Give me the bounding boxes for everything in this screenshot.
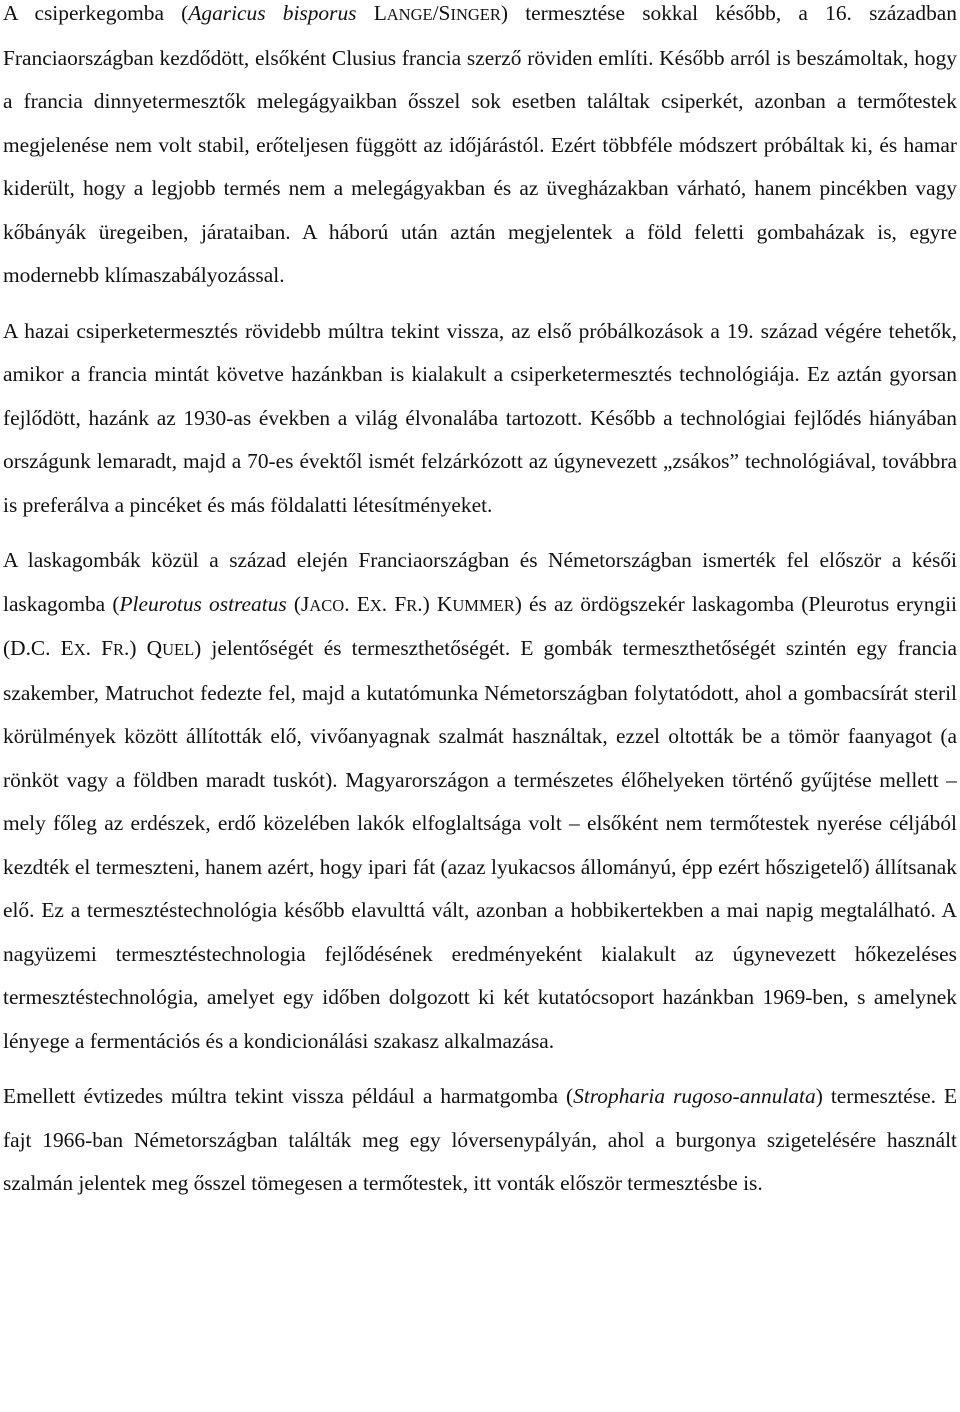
text-run: Emellett évtizedes múltra tekint vissza például a harmatgomba ( xyxy=(3,1084,574,1108)
author-abbrev: R xyxy=(406,595,418,615)
author-abbrev: L xyxy=(373,1,387,25)
text-run: A laskagombák közül a század elején Franciaországban és Németországban ismerték fel először a késői laskagomba ( xyxy=(3,548,957,616)
author-abbrev: E xyxy=(356,591,370,616)
author-abbrev: X xyxy=(73,640,86,659)
author-abbrev: F xyxy=(394,591,407,616)
text-run: / xyxy=(432,1,439,25)
species-name: Stropharia rugoso-annulata xyxy=(573,1084,816,1108)
text-run: ) termesztése. E fajt 1966-ban Németországban találták meg egy lóversenypályán, ahol a burgonya szigetelésére használt szalmán jelentek meg ősszel tömegesen a termőtestek, itt vonták először termesztésbe is. xyxy=(3,1084,958,1195)
text-run: .) xyxy=(417,591,437,616)
text-run: ) termesztése sokkal később, a 16. században Franciaországban kezdődött, elsőként Clusius francia szerző röviden említi. Később arról is beszámoltak, hogy a francia dinnyetermesztők melegágyaikban ősszel sok esetben találtak csiperkét, azonban a termőtestek megjelenése nem volt stabil, erőteljesen függött az időjárástól. Ezért többféle módszert próbáltak ki, és hamar kiderült, hogy a legjobb termés nem a melegágyakban és az üvegházakban várható, hanem pincékben vagy kőbányák üregeiben, járataiban. A háború után aztán megjelentek a föld feletti gombaházak is, egyre modernebb klímaszabályozással. xyxy=(3,1,957,287)
text-run: . xyxy=(344,591,357,616)
text-run: . xyxy=(85,636,102,660)
text-run: ) és az ördögszekér laskagomba (Pleurotus eryngii (D.C. xyxy=(3,591,957,660)
author-abbrev: ANGE xyxy=(386,5,433,24)
author-abbrev: Q xyxy=(146,636,163,660)
author-abbrev: ACO xyxy=(309,595,345,615)
author-abbrev: UMMER xyxy=(452,595,515,615)
species-name: Agaricus bisporus xyxy=(188,1,357,25)
text-run: A csiperkegomba ( xyxy=(3,1,189,25)
author-abbrev: UEL xyxy=(162,640,195,659)
text-run xyxy=(356,1,373,25)
author-abbrev: E xyxy=(60,636,74,660)
paragraph-laskagomba xyxy=(3,539,957,1063)
author-abbrev: S xyxy=(438,1,451,25)
author-abbrev: K xyxy=(436,591,453,616)
species-name: Pleurotus ostreatus xyxy=(119,591,287,616)
paragraph-agaricus xyxy=(3,0,957,298)
author-abbrev: INGER xyxy=(450,5,501,24)
text-run: A hazai csiperketermesztés rövidebb múltra tekint vissza, az első próbálkozások a 19. század végére tehetők, amikor a francia mintát követve hazánkban is kialakult a csiperketermesztés technológiája. Ez aztán gyorsan fejlődött, hazánk az 1930-as években a világ élvonalába tartozott. Később a technológiai fejlődés hiányában országunk lemaradt, majd a 70-es évektől ismét felzárkózott az úgynevezett „zsákos” technológiával, továbbra is preferálva a pincéket és más földalatti létesítményeket. xyxy=(3,318,957,517)
text-run: ( xyxy=(286,591,302,616)
author-abbrev: X xyxy=(369,595,382,615)
text-run: ) jelentőségét és termeszthetőségét. E gombák termeszthetőségét szintén egy francia szakember, Matruchot fedezte fel, majd a kutatómunka Németországban folytatódott, ahol a gombacsírát steril körülmények között állították elő, vivőanyagnak szalmát használtak, ezzel oltották be a tömör faanyagot (a rönköt vagy a földben maradt tuskót). Magyarországon a természetes élőhelyeken történő gyűjtése mellett – mely főleg az erdészek, erdő közelében lakók elfoglaltsága volt – elsőként nem termőtestek nyerése céljából kezdték el termeszteni, hanem azért, hogy ipari fát (azaz lyukacsos állományú, épp ezért hőszigetelő) állítsanak elő. Ez a termesztéstechnológia később elavulttá vált, azonban a hobbikertekben a mai napig megtalálható. A nagyüzemi termesztéstechnologia fejlődésének eredményeként kialakult az úgynevezett hőkezeléses termesztéstechnológia, amelyet egy időben dolgozott ki két kutatócsoport hazánkban 1969-ben, s amelynek lényege a fermentációs és a kondicionálási szakasz alkalmazása. xyxy=(3,636,957,1053)
text-run: . xyxy=(381,591,395,616)
author-abbrev: R xyxy=(113,640,125,659)
paragraph-hazai-csiperke xyxy=(3,310,957,528)
paragraph-harmatgomba xyxy=(3,1075,957,1206)
author-abbrev: F xyxy=(101,636,114,660)
author-abbrev: J xyxy=(301,591,310,616)
text-run: .) xyxy=(124,636,147,660)
